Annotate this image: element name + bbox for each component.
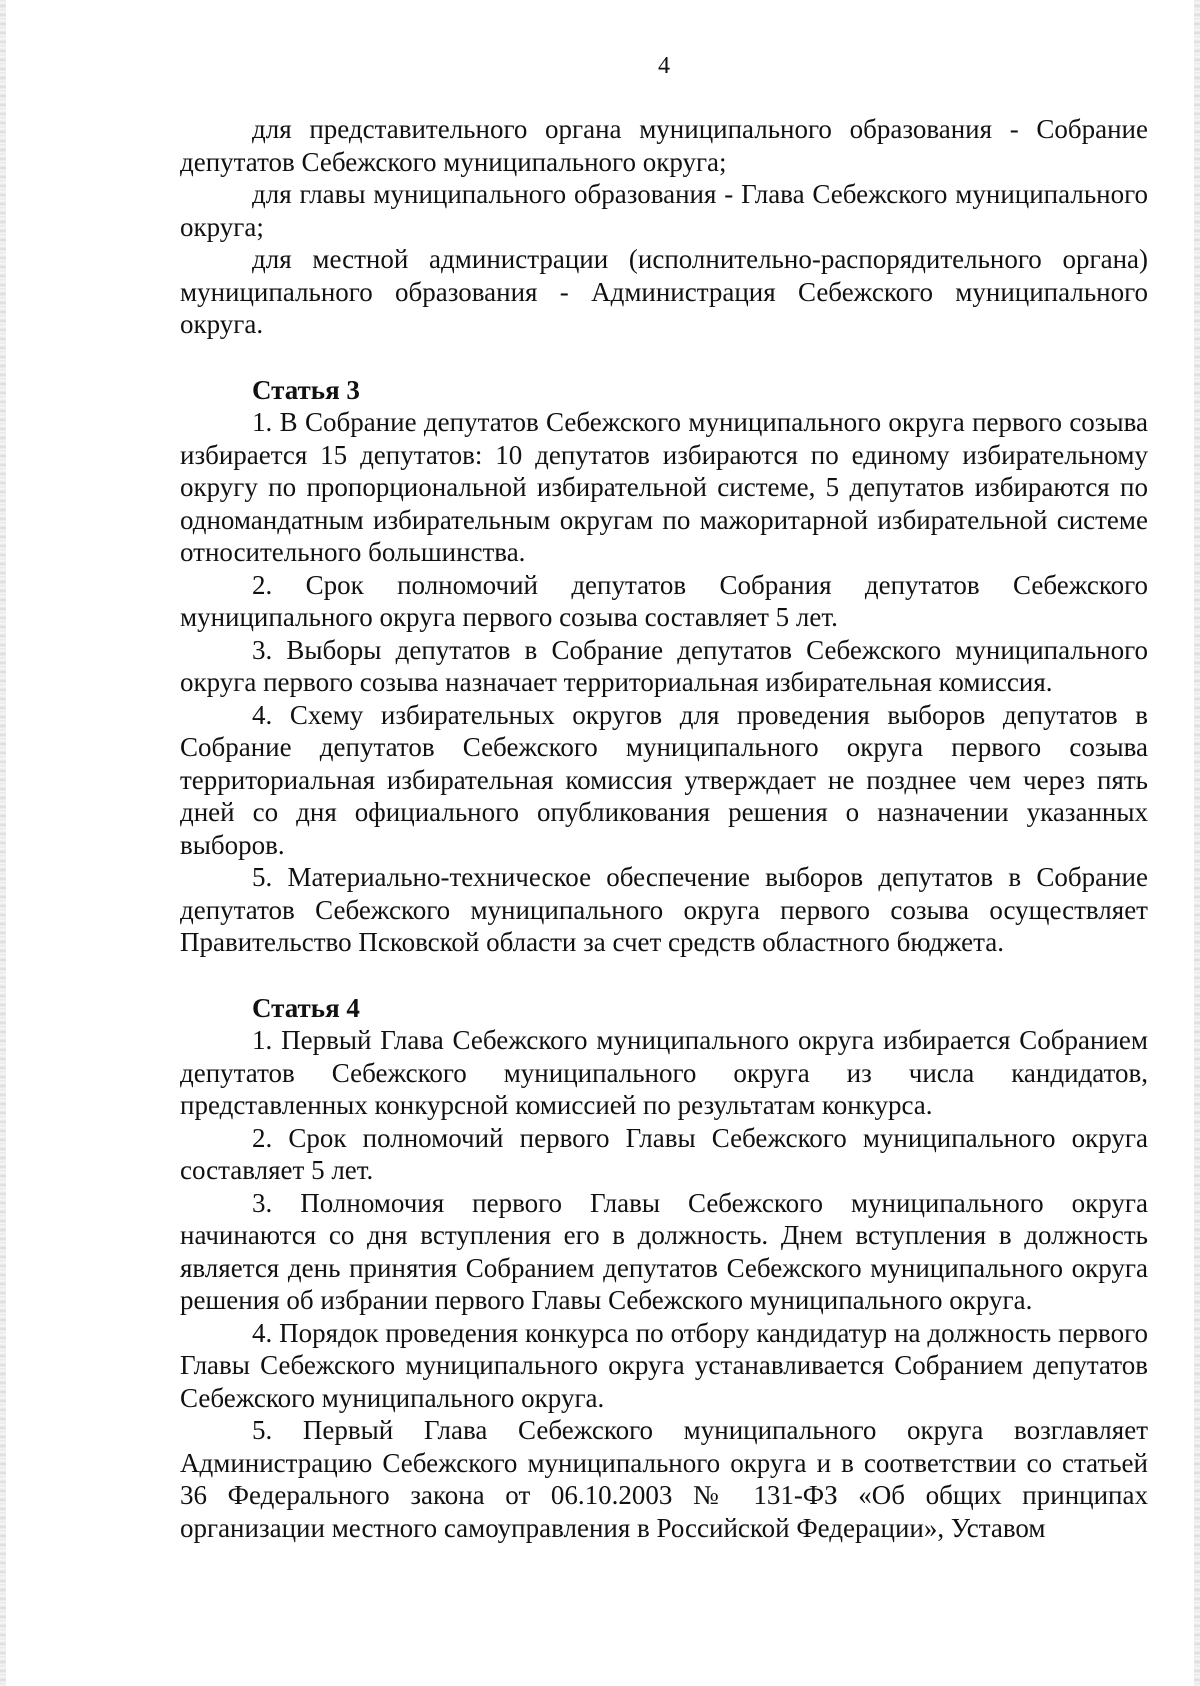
article-4-paragraph: 1. Первый Глава Себежского муниципального округа избирается Собранием депутатов Себежского муниципального округа из числа кандидатов, представленных конкурсной комиссией по результатам конкурса. [180, 1025, 1148, 1120]
article-3-paragraph: 1. В Собрание депутатов Себежского муниципального округа первого созыва избирается 15 депутатов: 10 депутатов избираются по единому избирательному округу по пропорциональной избирательной системе, 5 депутатов избираются по одномандатным избирательным округам по мажоритарной избирательной системе относительного большинства. [180, 407, 1148, 567]
intro-paragraph: для местной администрации (исполнительно-распорядительного органа) муниципального образования - Администрация Себежского муниципального округа. [180, 244, 1148, 339]
article-4-paragraph: 3. Полномочия первого Главы Себежского муниципального округа начинаются со дня вступления его в должность. Днем вступления в должность является день принятия Собранием депутатов Себежского муниципального округа решения об избрании первого Главы Себежского муниципального округа. [180, 1187, 1148, 1315]
article-4-paragraph: 2. Срок полномочий первого Главы Себежского муниципального округа составляет 5 лет. [180, 1122, 1148, 1185]
page-number: 4 [658, 53, 670, 79]
article-3-paragraph: 5. Материально-техническое обеспечение выборов депутатов в Собрание депутатов Себежского муниципального округа первого созыва осуществляет Правительство Псковской области за счет средств областного бюджета. [180, 862, 1148, 957]
scan-edge-left [0, 0, 6, 1686]
article-3-heading: Статья 3 [252, 374, 360, 405]
article-4-paragraph: 4. Порядок проведения конкурса по отбору кандидатур на должность первого Главы Себежского муниципального округа устанавливается Собранием депутатов Себежского муниципального округа. [180, 1317, 1148, 1413]
document-body [180, 113, 1148, 1544]
article-3-paragraph: 2. Срок полномочий депутатов Собрания депутатов Себежского муниципального округа первого созыва составляет 5 лет. [180, 569, 1148, 632]
article-3-paragraph: 3. Выборы депутатов в Собрание депутатов Себежского муниципального округа первого созыва назначает территориальная избирательная комиссия. [180, 634, 1148, 697]
article-4-paragraph: 5. Первый Глава Себежского муниципального округа возглавляет Администрацию Себежского муниципального округа и в соответствии со статьей 36 Федерального закона от 06.10.2003 № 131-ФЗ «Об общих принципах организации местного самоуправления в Российской Федерации», Уставом [180, 1415, 1148, 1543]
intro-paragraph: для главы муниципального образования - Глава Себежского муниципального округа; [180, 179, 1148, 242]
scan-edge-right [1194, 0, 1200, 1686]
intro-paragraph: для представительного органа муниципального образования - Собрание депутатов Себежского муниципального округа; [180, 114, 1148, 177]
article-4-heading: Статья 4 [252, 992, 360, 1023]
article-3-paragraph: 4. Схему избирательных округов для проведения выборов депутатов в Собрание депутатов Себежского муниципального округа первого созыва территориальная избирательная комиссия утверждает не позднее чем через пять дней со дня официального опубликования решения о назначении указанных выборов. [180, 699, 1148, 860]
